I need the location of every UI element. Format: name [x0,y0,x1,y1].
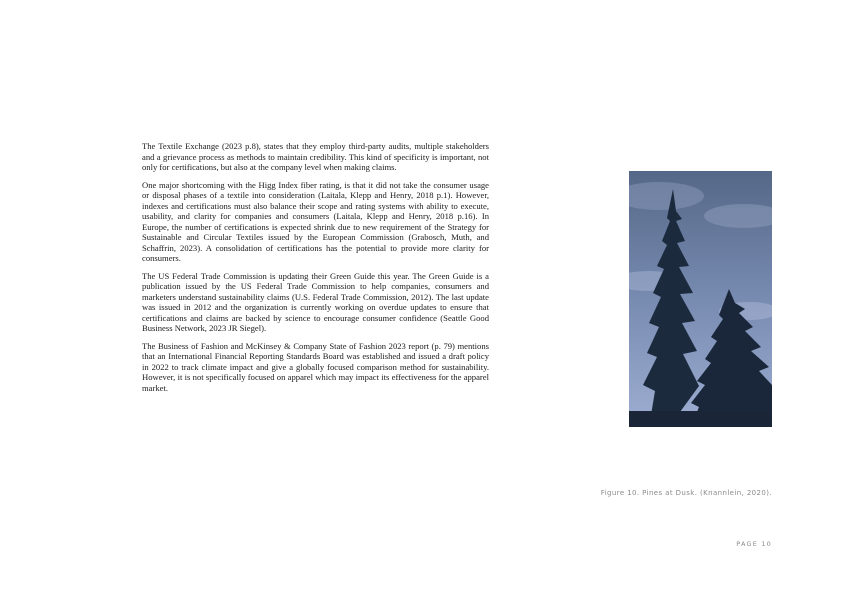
page-number: PAGE 10 [736,540,772,548]
figure-caption: Figure 10. Pines at Dusk. (Knannlein, 2020). [600,489,772,497]
paragraph-ftc-green-guide: The US Federal Trade Commission is updating their Green Guide this year. The Green Guide is a publication issued by the US Federal Trade Commission to help companies, consumers and marketers understand sustainability claims (U.S. Federal Trade Commission, 2012). The last update was issued in 2012 and the organization is currently working on overdue updates to ensure that certifications and claims are backed by science to encourage consumer confidence (Seattle Good Business Network, 2023 JR Siegel). [142,270,489,333]
body-text [142,141,489,400]
pines-photo [629,171,772,427]
paragraph-textile-exchange: The Textile Exchange (2023 p.8), states that they employ third-party audits, multiple stakeholders and a grievance process as methods to maintain credibility. This kind of specificity is important, not only for certifications, but also at the company level when making claims. [142,141,489,172]
paragraph-higg-index: One major shortcoming with the Higg Index fiber rating, is that it did not take the consumer usage or disposal phases of a textile into consideration (Laitala, Klepp and Henry, 2018 p.1). However, indexes and certifications must also balance their scope and rating systems with ability to execute, usability, and clarity for companies and consumers (Laitala, Klepp and Henry, 2018 p.16). In Europe, the number of certifications is expected shrink due to new requirement of the Strategy for Sustainable and Circular Textiles issued by the European Commission (Grabosch, Muth, and Schaffrin, 2023). A consolidation of certifications has the potential to provide more clarity for consumers. [142,179,489,263]
paragraph-state-of-fashion: The Business of Fashion and McKinsey & Company State of Fashion 2023 report (p. 79) mentions that an International Financial Reporting Standards Board was established and issued a draft policy in 2022 to track climate impact and give a globally focused comparison method for sustainability. However, it is not specifically focused on apparel which may impact its effectiveness for the apparel market. [142,340,489,393]
